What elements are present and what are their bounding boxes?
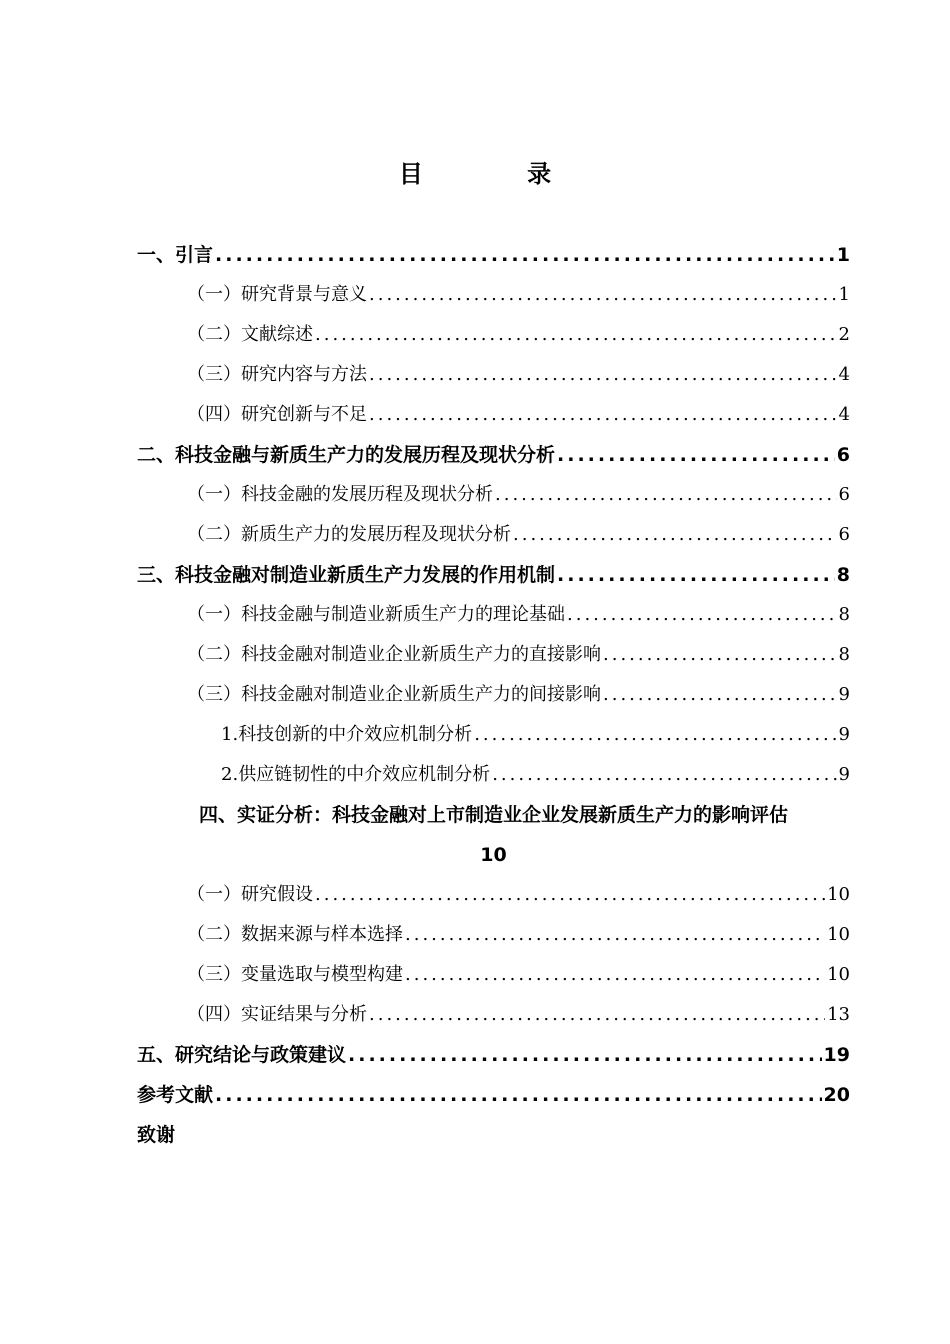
- dot-leader: [369, 995, 825, 1035]
- toc-entry-number: （一）: [187, 884, 241, 905]
- dot-leader: [557, 555, 835, 595]
- toc-entry-label: 五、研究结论与政策建议: [137, 1044, 347, 1066]
- dot-leader: [495, 475, 837, 515]
- toc-entry-label: 变量选取与模型构建: [241, 964, 403, 985]
- toc-entry[interactable]: [137, 475, 850, 515]
- toc-entry-label: 文献综述: [241, 324, 313, 345]
- dot-leader: [567, 595, 837, 635]
- toc-entry-page: 19: [823, 1044, 850, 1066]
- toc-entry-page: 1: [838, 284, 850, 305]
- toc-entry-number: （四）: [187, 404, 241, 425]
- dot-leader: [369, 355, 837, 395]
- toc-entry[interactable]: [137, 515, 850, 555]
- toc-entry-number: 1.: [221, 724, 239, 745]
- toc-entry-label: 数据来源与样本选择: [241, 924, 403, 945]
- dot-leader: [603, 635, 837, 675]
- toc-entry-label: 二、科技金融与新质生产力的发展历程及现状分析: [137, 444, 556, 466]
- toc-entry[interactable]: [137, 235, 850, 275]
- toc-entry-label: 研究假设: [241, 884, 313, 905]
- dot-leader: [215, 1075, 822, 1115]
- toc-entry-number: （二）: [187, 524, 241, 545]
- toc-entry-number: （三）: [187, 964, 241, 985]
- toc-entry-page: 9: [838, 764, 850, 785]
- toc-entry-page: 10: [827, 964, 850, 985]
- dot-leader: [557, 435, 835, 475]
- toc-entry[interactable]: [137, 915, 850, 955]
- toc-entry-page: 10: [827, 884, 850, 905]
- toc-entry[interactable]: [137, 715, 850, 755]
- toc-entry[interactable]: [137, 395, 850, 435]
- toc-entry-label: 科技创新的中介效应机制分析: [238, 724, 473, 745]
- dot-leader: [603, 675, 837, 715]
- dot-leader: [405, 955, 825, 995]
- toc-entry-number: （二）: [187, 324, 241, 345]
- toc-entry[interactable]: [137, 1115, 850, 1155]
- toc-entry-label: 科技金融对制造业企业新质生产力的间接影响: [241, 684, 601, 705]
- toc-entry[interactable]: [137, 435, 850, 475]
- toc-entry-label: 四、实证分析：科技金融对上市制造业企业发展新质生产力的影响评估: [198, 804, 788, 826]
- toc-entry-page: 8: [838, 644, 850, 665]
- toc-entry-label: 科技金融的发展历程及现状分析: [241, 484, 493, 505]
- toc-entry-page: 6: [838, 524, 850, 545]
- toc-entry-page: 4: [838, 404, 850, 425]
- toc-entry[interactable]: [137, 995, 850, 1035]
- toc-entry-number: 2.: [221, 764, 239, 785]
- dot-leader: [369, 395, 837, 435]
- toc-entry-number: （一）: [187, 484, 241, 505]
- toc-entry-number: （一）: [187, 604, 241, 625]
- toc-entry-label: 新质生产力的发展历程及现状分析: [241, 524, 511, 545]
- dot-leader: [513, 515, 837, 555]
- toc-entry-page: 1: [836, 244, 850, 266]
- dot-leader: [348, 1035, 822, 1075]
- table-of-contents: [137, 235, 850, 1155]
- toc-entry[interactable]: [137, 955, 850, 995]
- dot-leader: [315, 875, 825, 915]
- dot-leader: [492, 755, 836, 795]
- toc-entry-page: 9: [838, 724, 850, 745]
- toc-entry[interactable]: [137, 875, 850, 915]
- toc-title: 目 录: [398, 160, 600, 188]
- toc-entry-page: 10: [480, 844, 507, 866]
- toc-entry-page: 10: [827, 924, 850, 945]
- toc-entry-page: 6: [836, 444, 850, 466]
- toc-entry-number: （二）: [187, 644, 241, 665]
- dot-leader: [474, 715, 836, 755]
- toc-entry[interactable]: [137, 355, 850, 395]
- toc-entry-number: （三）: [187, 684, 241, 705]
- toc-entry-label: 三、科技金融对制造业新质生产力发展的作用机制: [137, 564, 556, 586]
- toc-entry-page: 4: [838, 364, 850, 385]
- toc-entry-label: 实证结果与分析: [241, 1004, 367, 1025]
- toc-entry[interactable]: [137, 315, 850, 355]
- dot-leader: [315, 315, 837, 355]
- toc-entry[interactable]: [137, 555, 850, 595]
- toc-entry-page: 8: [836, 564, 850, 586]
- toc-entry-label: 供应链韧性的中介效应机制分析: [238, 764, 491, 785]
- toc-entry-page: 2: [838, 324, 850, 345]
- toc-entry-page: 13: [827, 1004, 850, 1025]
- toc-entry-number: （三）: [187, 364, 241, 385]
- toc-entry-label: 致谢: [137, 1124, 176, 1146]
- toc-entry[interactable]: [137, 795, 850, 875]
- toc-entry-label: 研究内容与方法: [241, 364, 367, 385]
- toc-entry[interactable]: [137, 595, 850, 635]
- toc-entry[interactable]: [137, 755, 850, 795]
- toc-entry-page: 8: [838, 604, 850, 625]
- toc-entry[interactable]: [137, 635, 850, 675]
- dot-leader: [405, 915, 825, 955]
- toc-entry-number: （一）: [187, 284, 241, 305]
- toc-entry-label: 科技金融对制造业企业新质生产力的直接影响: [241, 644, 601, 665]
- toc-entry-number: （四）: [187, 1004, 241, 1025]
- dot-leader: [215, 235, 835, 275]
- toc-entry-page: 9: [838, 684, 850, 705]
- toc-entry-page: 20: [823, 1084, 850, 1106]
- toc-entry-page: 6: [838, 484, 850, 505]
- dot-leader: [369, 275, 837, 315]
- toc-entry[interactable]: [137, 675, 850, 715]
- toc-entry-label: 研究创新与不足: [241, 404, 367, 425]
- toc-entry[interactable]: [137, 1075, 850, 1115]
- toc-entry-label: 科技金融与制造业新质生产力的理论基础: [241, 604, 565, 625]
- toc-entry-label: 一、引言: [137, 244, 214, 266]
- toc-entry[interactable]: [137, 1035, 850, 1075]
- toc-entry-label: 参考文献: [137, 1084, 214, 1106]
- toc-entry[interactable]: [137, 275, 850, 315]
- toc-entry-number: （二）: [187, 924, 241, 945]
- toc-entry-label: 研究背景与意义: [241, 284, 367, 305]
